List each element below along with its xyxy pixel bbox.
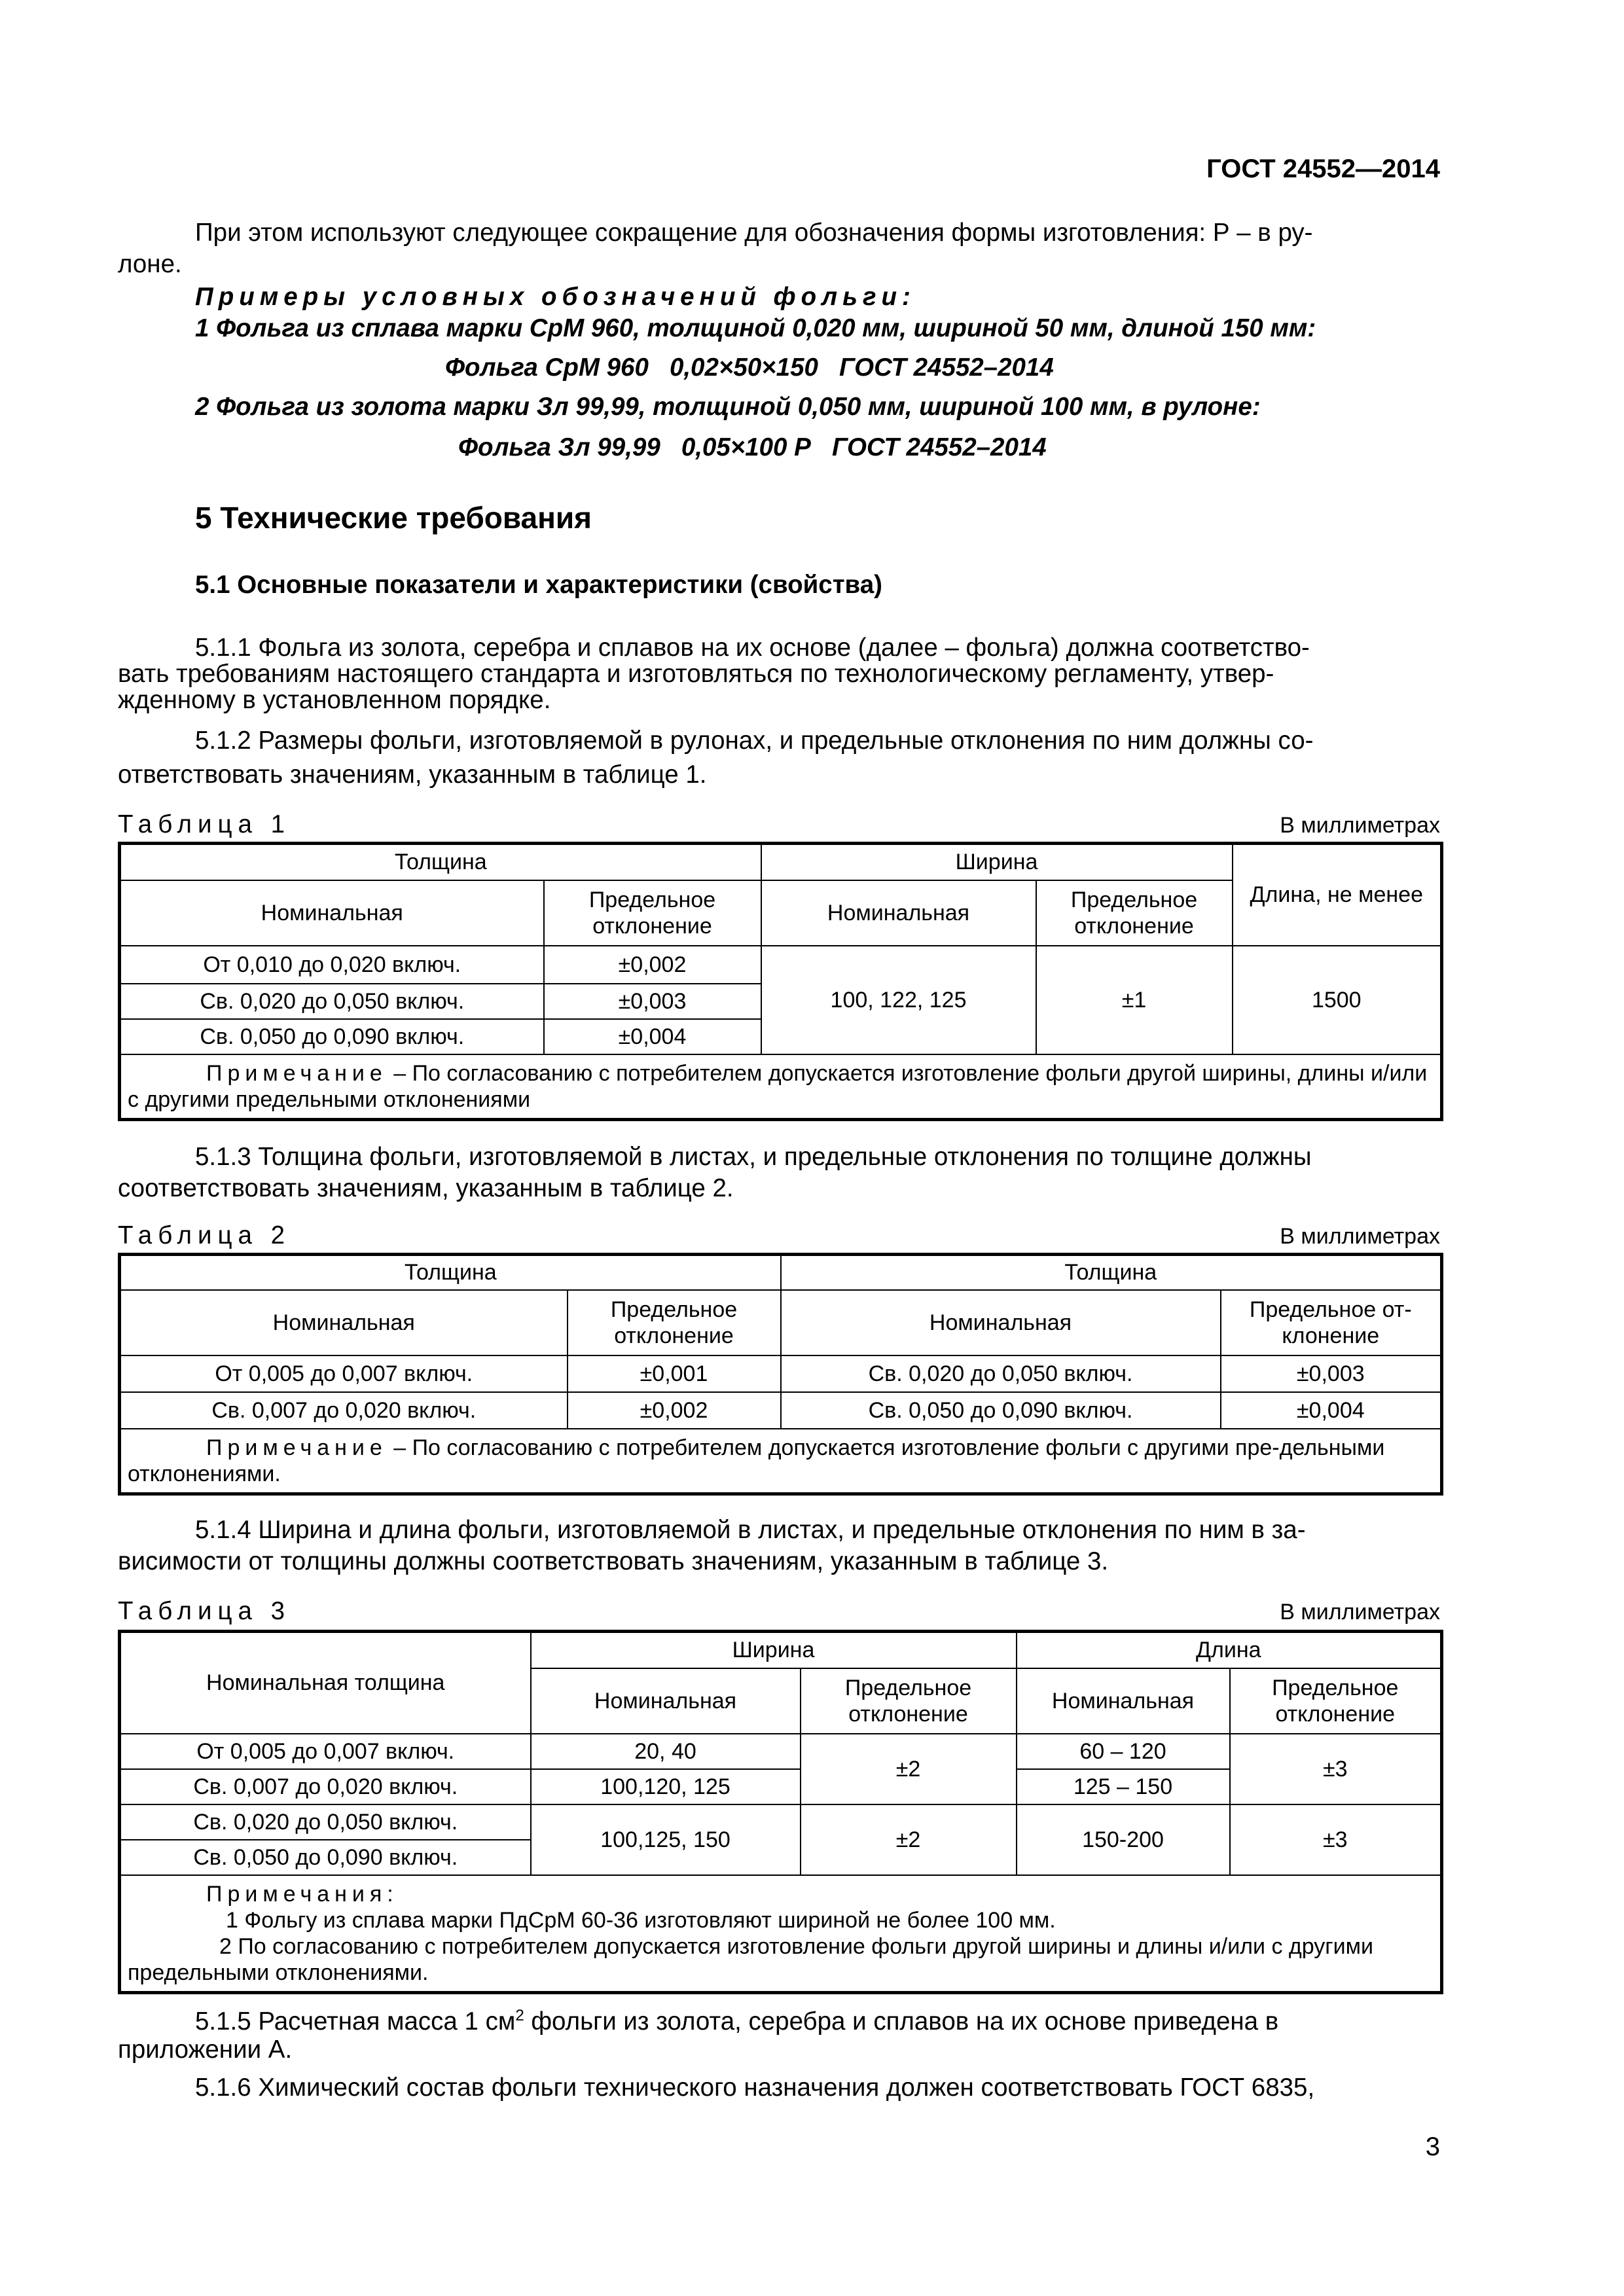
table-3-header-length-deviation: Предельное отклонение (1230, 1668, 1442, 1734)
table-3-length-nominal-1: 60 – 120 (1017, 1734, 1230, 1769)
paragraph-5-1-2-line1: 5.1.2 Размеры фольги, изготовляемой в рулонах, и предельные отклонения по ним должны со- (195, 726, 1314, 755)
table-2-units: В миллиметрах (1280, 1224, 1440, 1249)
table-1-header-width-nominal: Номинальная (761, 880, 1036, 946)
table-1-header-width-deviation: Предельное отклонение (1036, 880, 1233, 946)
table-2-header-thickness-left: Толщина (120, 1255, 781, 1290)
table-1-row1-deviation: ±0,002 (544, 946, 761, 984)
table-1-units: В миллиметрах (1280, 813, 1440, 838)
table-1-row2-nominal: Св. 0,020 до 0,050 включ. (120, 984, 544, 1019)
table-1-row2-deviation: ±0,003 (544, 984, 761, 1019)
table-3-thickness-1: От 0,005 до 0,007 включ. (120, 1734, 531, 1769)
paragraph-5-1-1-line1: 5.1.1 Фольга из золота, серебра и сплавов на их основе (далее – фольга) должна соответство- (195, 634, 1310, 662)
table-1-row1-nominal: От 0,010 до 0,020 включ. (120, 946, 544, 984)
example-1-description: 1 Фольга из сплава марки СрМ 960, толщиной 0,020 мм, шириной 50 мм, длиной 150 мм: (195, 314, 1316, 342)
paragraph-5-1-3-line2: соответствовать значениям, указанным в таблице 2. (118, 1174, 734, 1202)
table-3-header-nominal-thickness: Номинальная толщина (120, 1632, 531, 1734)
paragraph-5-1-5-line1 (195, 2003, 1440, 2034)
table-2 (118, 1253, 1443, 1496)
table-2-row1-nominal-left: От 0,005 до 0,007 включ. (120, 1355, 568, 1392)
paragraph-5-1-6-line1: 5.1.6 Химический состав фольги технического назначения должен соответствовать ГОСТ 6835, (195, 2073, 1315, 2102)
table-3-header-width-deviation: Предельное отклонение (801, 1668, 1017, 1734)
paragraph-5-1-4-line1: 5.1.4 Ширина и длина фольги, изготовляемой в листах, и предельные отклонения по ним в за- (195, 1516, 1306, 1544)
table-2-header-deviation-left: Предельное отклонение (568, 1290, 781, 1355)
table-3-length-nominal-2: 125 – 150 (1017, 1769, 1230, 1804)
table-3-length-deviation-1: ±3 (1230, 1734, 1442, 1804)
paragraph-5-1-5-part-b: фольги из золота, серебра и сплавов на их основе приведена в (524, 2007, 1279, 2036)
intro-paragraph-line2: лоне. (118, 250, 182, 278)
table-2-note (120, 1429, 1442, 1494)
table-3-width-deviation-2: ±2 (801, 1804, 1017, 1875)
table-3-thickness-2: Св. 0,007 до 0,020 включ. (120, 1769, 531, 1804)
table-2-row1-deviation-left: ±0,001 (568, 1355, 781, 1392)
table-3-width-nominal-2: 100,120, 125 (531, 1769, 801, 1804)
table-3-header-width-nominal: Номинальная (531, 1668, 801, 1734)
table-1-header-nominal: Номинальная (120, 880, 544, 946)
example-2-designation: Фольга Зл 99,99 0,05×100 Р ГОСТ 24552–2014 (458, 433, 1047, 461)
table-1-note-label: Примечание (206, 1060, 388, 1086)
paragraph-5-1-3-line1: 5.1.3 Толщина фольги, изготовляемой в листах, и предельные отклонения по толщине должны (195, 1143, 1312, 1171)
table-2-note-text: – По согласованию с потребителем допускается изготовление фольги с другими пре-дельными отклонениями. (128, 1435, 1385, 1486)
table-2-header-deviation-right: Предельное от-клонение (1221, 1290, 1442, 1355)
table-2-header-nominal-left: Номинальная (120, 1290, 568, 1355)
paragraph-5-1-5-line2: приложении А. (118, 2036, 293, 2064)
table-1-row3-deviation: ±0,004 (544, 1019, 761, 1054)
table-3-header-width: Ширина (531, 1632, 1017, 1668)
subsection-5-1-title: 5.1 Основные показатели и характеристики (свойства) (195, 571, 882, 599)
paragraph-5-1-5-part-a: 5.1.5 Расчетная масса 1 см (195, 2007, 516, 2036)
table-2-row2-nominal-right: Св. 0,050 до 0,090 включ. (781, 1392, 1221, 1429)
table-2-note-label: Примечание (206, 1435, 388, 1460)
table-1-length-value: 1500 (1233, 946, 1442, 1054)
examples-title: Примеры условных обозначений фольги: (195, 283, 916, 311)
table-3-header-length-nominal: Номинальная (1017, 1668, 1230, 1734)
table-3-note-1: 1 Фольгу из сплава марки ПдСрМ 60-36 изготовляют шириной не более 100 мм. (226, 1907, 1056, 1933)
table-3-header-length: Длина (1017, 1632, 1442, 1668)
table-1-header-deviation: Предельное отклонение (544, 880, 761, 946)
example-1-designation: Фольга СрМ 960 0,02×50×150 ГОСТ 24552–2014 (445, 353, 1054, 382)
table-3-width-nominal-1: 20, 40 (531, 1734, 801, 1769)
table-1 (118, 842, 1443, 1121)
table-3-width-deviation-1: ±2 (801, 1734, 1017, 1804)
table-2-row2-deviation-right: ±0,004 (1221, 1392, 1442, 1429)
table-1-width-nominal: 100, 122, 125 (761, 946, 1036, 1054)
table-1-header-thickness: Толщина (120, 844, 761, 880)
table-1-header-length: Длина, не менее (1233, 844, 1442, 946)
table-1-note (120, 1054, 1442, 1120)
table-2-row1-deviation-right: ±0,003 (1221, 1355, 1442, 1392)
table-3-length-deviation-2: ±3 (1230, 1804, 1442, 1875)
table-3-thickness-4: Св. 0,050 до 0,090 включ. (120, 1840, 531, 1875)
table-1-width-deviation: ±1 (1036, 946, 1233, 1054)
document-code-header: ГОСТ 24552—2014 (1206, 154, 1440, 183)
table-1-row3-nominal: Св. 0,050 до 0,090 включ. (120, 1019, 544, 1054)
intro-paragraph-line1: При этом используют следующее сокращение для обозначения формы изготовления: Р – в ру- (195, 219, 1313, 247)
page-number: 3 (1425, 2132, 1440, 2161)
table-1-note-text: – По согласованию с потребителем допускается изготовление фольги другой ширины, длины и/или с другими предельными отклонениями (128, 1060, 1428, 1112)
table-3-notes-label: Примечания: (206, 1881, 399, 1907)
table-3 (118, 1630, 1443, 1994)
table-3-width-nominal-3: 100,125, 150 (531, 1804, 801, 1875)
table-1-header-width: Ширина (761, 844, 1233, 880)
paragraph-5-1-4-line2: висимости от толщины должны соответствовать значениям, указанным в таблице 3. (118, 1547, 1109, 1575)
table-2-row2-nominal-left: Св. 0,007 до 0,020 включ. (120, 1392, 568, 1429)
table-2-header-nominal-right: Номинальная (781, 1290, 1221, 1355)
table-2-row1-nominal-right: Св. 0,020 до 0,050 включ. (781, 1355, 1221, 1392)
table-3-note-2: 2 По согласованию с потребителем допускается изготовление фольги другой ширины и длины и/или с другими предельными отклонениями. (128, 1933, 1374, 1985)
table-3-caption: Таблица 3 (118, 1597, 291, 1625)
paragraph-5-1-2-line2: ответствовать значениям, указанным в таблице 1. (118, 761, 707, 789)
section-5-title: 5 Технические требования (195, 501, 592, 535)
table-3-length-nominal-3: 150-200 (1017, 1804, 1230, 1875)
table-1-caption: Таблица 1 (118, 810, 291, 838)
table-3-units: В миллиметрах (1280, 1600, 1440, 1624)
table-2-row2-deviation-left: ±0,002 (568, 1392, 781, 1429)
paragraph-5-1-1-line3: жденному в установленном порядке. (118, 686, 551, 714)
table-2-caption: Таблица 2 (118, 1221, 291, 1249)
table-3-notes (120, 1875, 1442, 1993)
table-3-thickness-3: Св. 0,020 до 0,050 включ. (120, 1804, 531, 1840)
example-2-description: 2 Фольга из золота марки Зл 99,99, толщиной 0,050 мм, шириной 100 мм, в рулоне: (195, 393, 1261, 421)
table-2-header-thickness-right: Толщина (781, 1255, 1442, 1290)
paragraph-5-1-1-line2: вать требованиям настоящего стандарта и изготовляться по технологическому регламенту, утвер- (118, 660, 1274, 688)
superscript-2: 2 (515, 2007, 524, 2024)
